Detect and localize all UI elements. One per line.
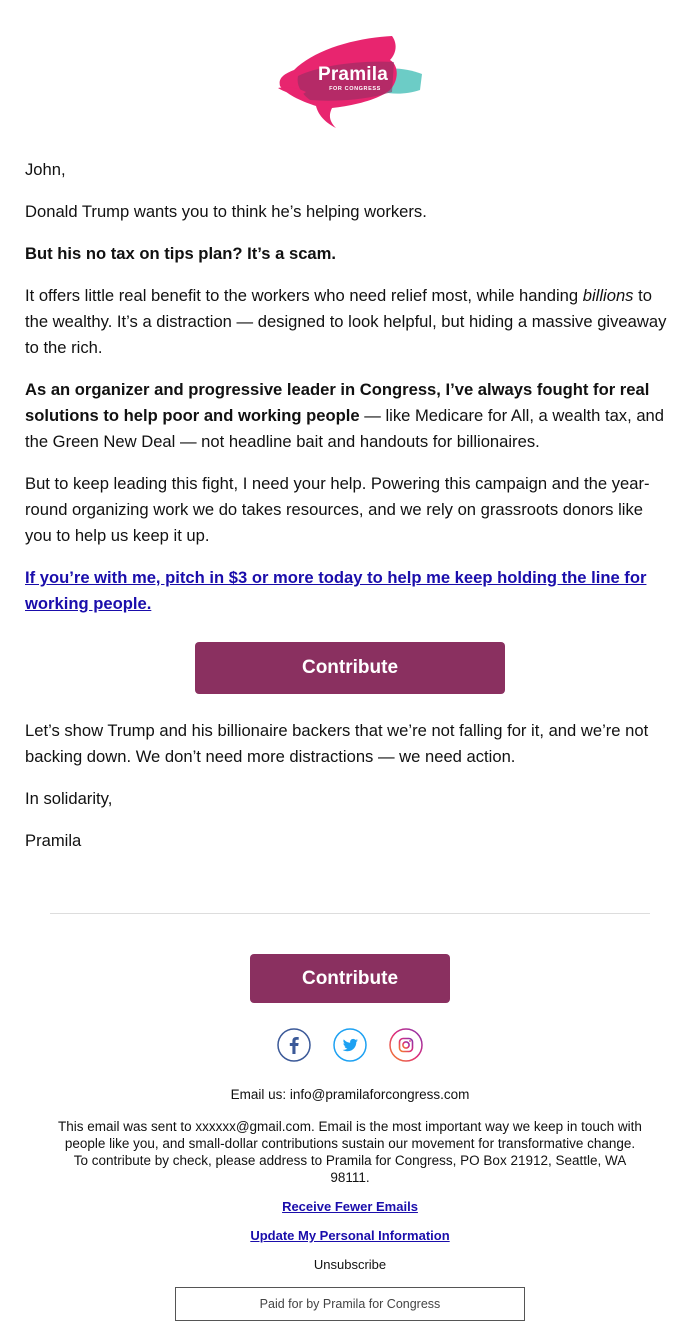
emphasis-billions: billions — [582, 286, 634, 305]
greeting: John, — [25, 160, 66, 179]
explanation-text-end: to the wealthy. It’s a distraction — designed to look helpful, but hiding a massive giveaway to the rich. — [25, 286, 667, 357]
headline-paragraph — [25, 241, 670, 267]
footer-disclaimer: This email was sent to xxxxxx@gmail.com. Email is the most important way we keep in touch with people like you, and small-dollar contributions sustain our movement for transformative change. To contribute by check, please address to Pramila for Congress, PO Box 21912, Seattle, WA 98111. — [58, 1119, 642, 1185]
instagram-icon — [389, 1028, 423, 1062]
email-contact: Email us: info@pramilaforcongress.com — [230, 1087, 470, 1102]
twitter-icon — [333, 1028, 367, 1062]
intro-paragraph: Donald Trump wants you to think he’s helping workers. — [25, 202, 427, 221]
update-personal-info-link[interactable]: Update My Personal Information — [250, 1228, 450, 1243]
campaign-logo — [274, 30, 426, 132]
footer-divider — [50, 913, 650, 914]
explanation-text-start: It offers little real benefit to the workers who need relief most, while handing — [25, 286, 583, 305]
record-paragraph — [25, 377, 670, 455]
footer-contribute-button[interactable]: Contribute — [250, 954, 450, 1003]
facebook-link[interactable] — [277, 1028, 311, 1062]
record-rest-text: — like Medicare for All, a wealth tax, and the Green New Deal — not headline bait and handouts for billionaires. — [25, 406, 664, 451]
receive-fewer-emails-link[interactable]: Receive Fewer Emails — [282, 1199, 418, 1214]
signoff: In solidarity, — [25, 789, 113, 808]
update-info-row — [0, 1228, 700, 1243]
facebook-icon — [277, 1028, 311, 1062]
contribute-button[interactable]: Contribute — [195, 642, 505, 694]
instagram-link[interactable] — [389, 1028, 423, 1062]
signature: Pramila — [25, 831, 82, 850]
email-body — [25, 157, 670, 633]
logo-tagline: FOR CONGRESS — [329, 86, 381, 92]
unsubscribe-link[interactable]: Unsubscribe — [313, 1257, 387, 1272]
headline-text: But his no tax on tips plan? It’s a scam. — [25, 244, 337, 263]
paid-for-disclaimer: Paid for by Pramila for Congress — [175, 1287, 525, 1321]
explanation-paragraph — [25, 283, 670, 361]
cta-paragraph — [25, 565, 670, 617]
closing-paragraph: Let’s show Trump and his billionaire backers that we’re not falling for it, and we’re not backing down. We don’t need more distractions — we need action. — [25, 721, 649, 766]
closing-section — [25, 718, 675, 870]
twitter-link[interactable] — [333, 1028, 367, 1062]
fewer-emails-row — [0, 1199, 700, 1214]
donate-link[interactable]: If you’re with me, pitch in $3 or more today to help me keep holding the line for working people. — [25, 568, 647, 613]
ask-paragraph: But to keep leading this fight, I need your help. Powering this campaign and the year-round organizing work we do takes resources, and we rely on grassroots donors like you to help us keep it up. — [25, 474, 650, 545]
logo-name: Pramila — [317, 64, 389, 85]
record-bold-text: As an organizer and progressive leader in Congress, I’ve always fought for real solutions to help poor and working people — [25, 380, 650, 425]
